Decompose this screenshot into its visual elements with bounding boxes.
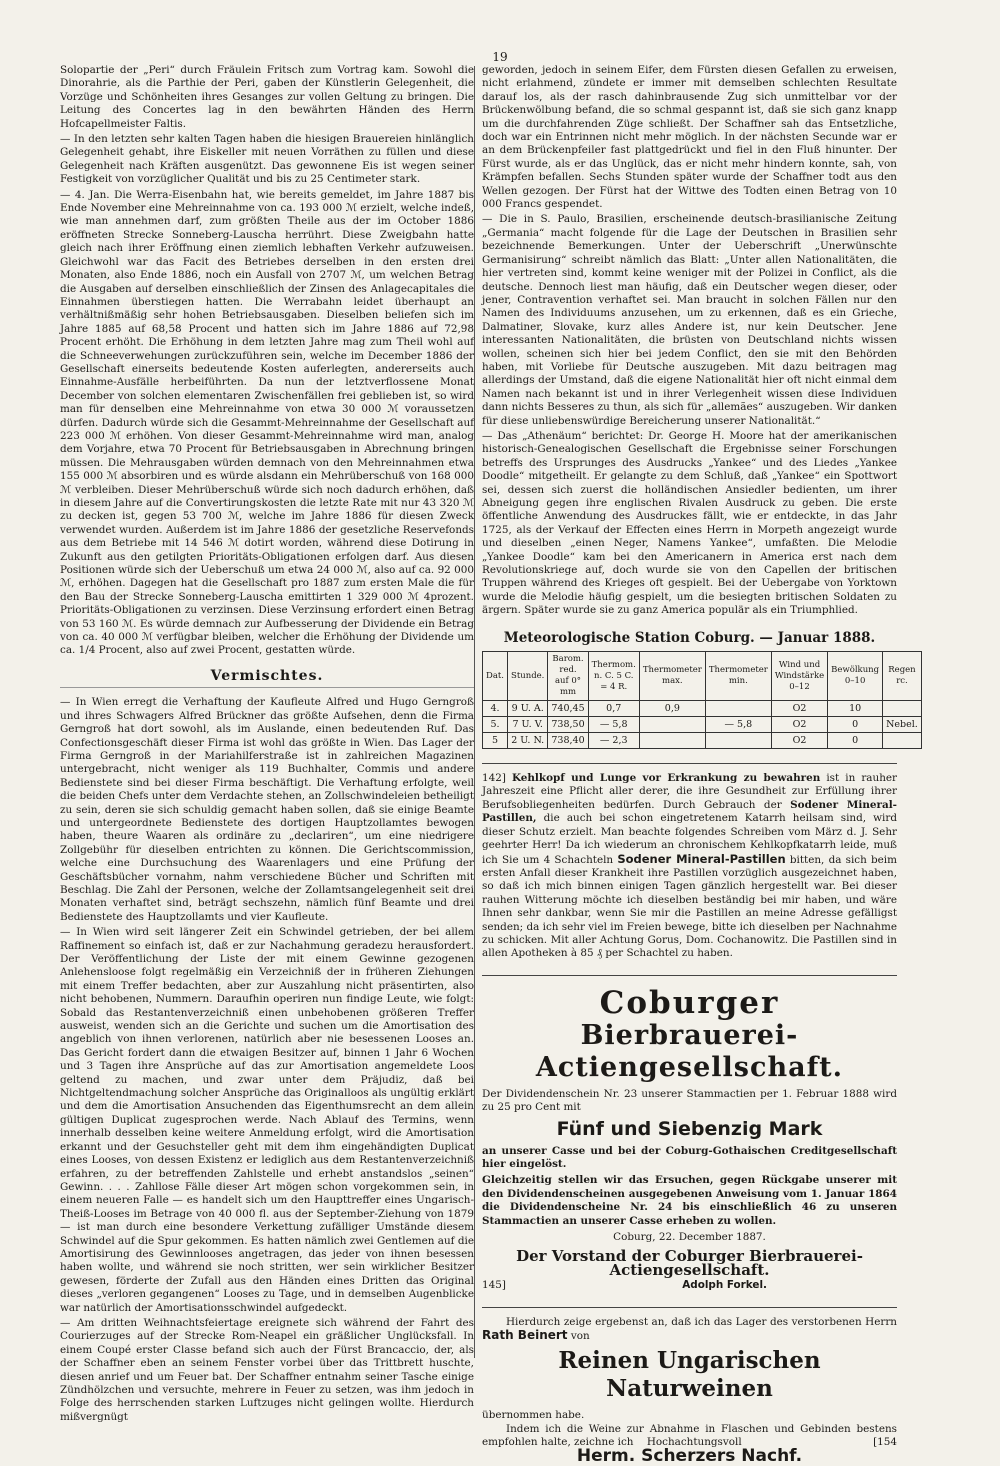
concert-paragraph: Solopartie der „Peri“ durch Fräulein Fritsch zum Vortrag kam. Sowohl die Dinorahrie, als die Parthie der Peri, gaben der Künstlerin Gelegenheit, die Vorzüge und Schönheiten ihres Gesanges zur vollen Geltung zu bringen. Die Leitung des Concertes lag in den bewährten Händen des Herrn Hofcapellmeister Faltis. xyxy=(60,64,474,130)
right-column xyxy=(482,64,918,1466)
ad-number: 142] xyxy=(482,772,506,785)
weather-header-cell: Barom. red. auf 0° mm xyxy=(548,652,588,701)
weather-header-cell: Wind und Windstärke 0–12 xyxy=(771,652,827,701)
ad-date: Coburg, 22. December 1887. xyxy=(613,1231,766,1243)
ad-text: übernommen habe. xyxy=(482,1409,585,1422)
table-cell: 5 xyxy=(483,733,508,749)
wine-firm: Herm. Scherzers Nachf. xyxy=(576,1445,803,1466)
table-row xyxy=(483,701,922,717)
weather-header-cell: Thermom. n. C. 5 C. = 4 R. xyxy=(588,652,639,701)
ad-text: bitten, da sich beim ersten Anfall dieser Krankheit ihre Pastillen vorzüglich ausgezeichnet haben, so daß ich mich binnen einigen Tagen gänzlich hergestellt war. Bei dieser rauhen Witterung möchte ich dieselben beständig bei mir haben, und wäre Ihnen sehr dankbar, wenn Sie mir die Pastillen an meine Adresse gefälligst senden; da ich sehr viel im Freien bewege, bitte ich dieselben per Nachnahme zu schicken. Mit aller Achtung Gorus, Dom. Cochanowitz. Die Pastillen sind in allen Apotheken à 85 ₰ per Schachtel zu haben. xyxy=(482,853,897,960)
table-cell: O2 xyxy=(771,701,827,717)
dividend-amount: Fünf und Siebenzig Mark xyxy=(556,1117,823,1140)
ad-signer: Adolph Forkel. xyxy=(682,1279,767,1292)
weather-header-row xyxy=(483,652,922,701)
weather-header-cell: Stunde. xyxy=(508,652,548,701)
ad-text: die auch bei schon eingetretenem Katarrh heilsam sind, wird dieser Schutz erzielt. Man beachte folgendes Schreiben vom März d. J. Sehr geehrter Herr! Da ich wiederum an chronischem Kehlkopfkatarrh leide, muß ich Sie um 4 Schachteln xyxy=(482,812,897,866)
table-cell: 9 U. A. xyxy=(508,701,548,717)
ad-text: an unserer Casse und bei der Coburg-Gothaischen Creditgesellschaft hier eingelöst. xyxy=(482,1144,897,1170)
table-row xyxy=(483,717,922,733)
table-cell: 2 U. N. xyxy=(508,733,548,749)
ad-text: Der Dividendenschein Nr. 23 unserer Stammactien per 1. Februar 1888 wird zu 25 pro Cent mit xyxy=(482,1087,897,1114)
product-name: Sodener Mineral-Pastillen xyxy=(617,851,786,866)
weather-header-cell: Dat. xyxy=(483,652,508,701)
table-cell xyxy=(705,701,771,717)
ad-headline: Kehlkopf und Lunge vor Erkrankung zu bewahren xyxy=(511,772,821,785)
weather-title: Meteorologische Station Coburg. — Januar 1888. xyxy=(503,629,876,646)
table-row xyxy=(483,733,922,749)
weather-header-cell: Thermometer max. xyxy=(639,652,705,701)
brasil-paragraph: — Die in S. Paulo, Brasilien, erscheinende deutsch-brasilianische Zeitung „Germania“ macht folgende für die Lage der Deutschen in Brasilien sehr bezeichnende Bemerkungen. Unter der Ueberschrift „Unerwünschte Germanisirung“ schreibt nämlich das Blatt: „Unter allen Nationalitäten, die hier vertreten sind, kommt keine weniger mit der Polizei in Conflict, als die deutsche. Dennoch liest man häufig, daß ein Deutscher wegen dieser, oder jener, Contravention verhaftet sei. Man braucht in solchen Fällen nur den Namen des Individuums anzusehen, um zu erkennen, daß es ein Grieche, Dalmatiner, Slovake, kurz alles Andere ist, nur kein Deutscher. Jene interessanten Nationalitäten, die brüsten von Deutschland nichts wissen wollen, scheinen sich hier bei jedem Conflict, den sie mit den Behörden haben, mit Vorliebe für Deutsche auszugeben. Mit dazu beitragen mag allerdings der Umstand, daß die eigene Nationalität hier oft nicht einmal dem Namen nach bekannt ist und in ihrer Verlegenheit wissen diese Individuen dann nichts Besseres zu thun, als sich für „allemães“ auszugeben. Wir danken für diese unliebenswürdige Bereicherung unserer Nationalität.“ xyxy=(482,213,897,427)
wine-advertisement xyxy=(482,1315,897,1466)
ad-title-coburger: Coburger xyxy=(599,984,780,1021)
ad-text: Hierdurch zeige ergebenst an, daß ich das Lager des verstorbenen Herrn xyxy=(506,1315,897,1328)
left-column xyxy=(60,64,474,1424)
table-cell: Nebel. xyxy=(883,717,922,733)
separator xyxy=(482,975,897,976)
table-cell: — 5,8 xyxy=(588,717,639,733)
separator xyxy=(482,763,897,764)
ad-text: Hochachtungsvoll xyxy=(646,1436,742,1449)
wien-swindle-paragraph: — In Wien wird seit längerer Zeit ein Schwindel getrieben, der bei allem Raffinement so einfach ist, daß er zur Nachahmung geradezu herausfordert. Der Veröffentlichung der Liste der mit einem Gewinne gezogenen Anlehensloose folgt regelmäßig ein Verzeichniß der in früheren Ziehungen mit einem Treffer bedachten, aber zur Auszahlung nicht präsentirten, also nicht behobenen, Nummern. Daraufhin operiren nun findige Leute, wie folgt: Sobald das Restantenverzeichniß einen unbehobenen größeren Treffer ausweist, wenden sich an die Gerichte und suchen um die Amortisation des angeblich von ihnen verlorenen, natürlich aber nie besessenen Looses an. Das Gericht fordert dann die etwaigen Besitzer auf, binnen 1 Jahr 6 Wochen und 3 Tagen ihre Ansprüche auf das zur Amortisation angemeldete Loos geltend zu machen, und zwar unter dem Präjudiz, daß bei Nichtgeltendmachung solcher Ansprüche das Originalloos als ungültig erklärt und dem die Amortisation Ansuchenden das Eigenthumsrecht an dem allein gültigen Duplicat zugesprochen werde. Nach Ablauf des Termins, wenn innerhalb desselben keine weitere Anmeldung erfolgt, wird die Amortisation erkannt und der Gesuchsteller geht mit dem ihm eingehändigten Duplicat eines Looses, von dessen Existenz er lediglich aus dem Restantenverzeichniß erfahren, zu der betreffenden Zahlstelle und erhebt anstandslos „seinen“ Gewinn. . . . Zahllose Fälle dieser Art mögen schon vorgekommen sein, in einem neueren Falle — es handelt sich um den Haupttreffer eines Ungarisch-Theiß-Looses im Betrage von 40 000 fl. aus der September-Ziehung von 1879 — ist man durch eine besondere Verkettung zufälliger Umstände diesem Schwindel auf die Spur gekommen. Es hatten nämlich zwei Gentlemen auf die Amortisirung des Gewinnlooses angetragen, das jeder von ihnen besessen haben wollte, und während sie noch stritten, wer sein wirklicher Besitzer gewesen, förderte der Zufall aus den Händen eines Dritten das Original dieses „verloren gegangenen“ Looses zu Tage, und in demselben Augenblicke war natürlich der Amortisationsschwindel aufgedeckt. xyxy=(60,926,474,1314)
table-cell: 7 U. V. xyxy=(508,717,548,733)
product-name: Sodener Mineral-Pastillen, xyxy=(482,798,897,825)
weather-header-cell: Bewölkung 0–10 xyxy=(828,652,883,701)
ad-text: Indem ich die Weine zur Abnahme in Flaschen und Gebinden bestens empfohlen halte, zeichne ich xyxy=(482,1422,897,1449)
table-cell: 0,7 xyxy=(588,701,639,717)
page-number: 19 xyxy=(492,50,508,64)
table-cell: O2 xyxy=(771,733,827,749)
table-cell: O2 xyxy=(771,717,827,733)
table-cell: 0 xyxy=(828,733,883,749)
accident-continuation: geworden, jedoch in seinem Eifer, dem Fürsten diesen Gefallen zu erweisen, nicht erlahmend, zündete er immer mit demselben schlechten Resultate darauf los, als der rasch dahinbrausende Zug sich unmittelbar vor der Brückenwölbung befand, die so schmal gespannt ist, daß sie sich ganz knapp um die durchfahrenden Züge schließt. Der Schaffner sah das Entsetzliche, doch war ein Entrinnen nicht mehr möglich. In der nächsten Secunde war er an dem Brückenpfeiler fast plattgedrückt und fiel in den Fluß hinunter. Der Fürst wurde, als er das Unglück, das er nicht mehr hindern konnte, sah, von Krämpfen befallen. Sechs Stunden später wurde der Schaffner todt aus den Wellen gezogen. Der Fürst hat der Wittwe des Todten einen Betrag von 10 000 Francs gespendet. xyxy=(482,64,897,211)
ad-text: Gleichzeitig stellen wir das Ersuchen, gegen Rückgabe unserer mit den Dividendenscheinen ausgegebenen Anweisung vom 1. Januar 1864 die Dividendenscheine Nr. 24 bis einschließlich 46 zu unseren Stammactien an unserer Casse erheben zu wollen. xyxy=(482,1174,897,1227)
ad-signature-board: Der Vorstand der Coburger Bierbrauerei-Actiengesellschaft. xyxy=(516,1247,863,1279)
weather-table xyxy=(482,651,922,749)
wine-title: Reinen Ungarischen Naturweinen xyxy=(558,1347,821,1403)
table-cell xyxy=(883,701,922,717)
ad-text: von xyxy=(570,1330,590,1343)
table-cell: 738,40 xyxy=(548,733,588,749)
werra-paragraph: — 4. Jan. Die Werra-Eisenbahn hat, wie bereits gemeldet, im Jahre 1887 bis Ende November eine Mehreinnahme von ca. 193 000 ℳ erzielt, welche indeß, wie man annehmen darf, zum größten Theile aus der im October 1886 eröffneten Strecke Sonneberg-Lauscha herrührt. Diese Zweigbahn hatte gleich nach ihrer Eröffnung einen ziemlich lebhaften Verkehr aufzuweisen. Gleichwohl war das Facit des Betriebes derselben in den ersten drei Monaten, also Ende 1886, noch ein Ausfall von 2707 ℳ, um welchen Betrag die Ausgaben auf derselben einschließlich der Zinsen des Anlagecapitales die Einnahmen überstiegen hatten. Die Werrabahn leidet überhaupt an verhältnißmäßig sehr hohen Betriebsausgaben. Dieselben beliefen sich im Jahre 1885 auf 68,58 Procent und hatten sich im Jahre 1886 auf 72,98 Procent erhöht. Die Erhöhung in dem letzten Jahre mag zum Theil wohl auf die Schneeverwehungen zurückzuführen sein, welche im December 1886 der Gesellschaft einerseits bedeutende Kosten auferlegten, andererseits auch Einnahme-Ausfälle herbeiführten. Da nun der letztverflossene Monat December von solchen elementaren Zwischenfällen frei geblieben ist, so wird man für denselben eine Mehreinnahme von etwa 30 000 ℳ voraussetzen dürfen. Dadurch würde sich die Gesammt-Mehreinnahme der Gesellschaft auf 223 000 ℳ erhöhen. Von dieser Gesammt-Mehreinnahme wird man, analog dem Vorjahre, etwa 70 Procent für Betriebsausgaben in Abrechnung bringen müssen. Die Mehrausgaben würden demnach von den Mehreinnahmen etwa 155 000 ℳ absorbiren und es würde alsdann ein Mehrüberschuß von 168 000 ℳ verbleiben. Dieser Mehrüberschuß würde sich noch dadurch erhöhen, daß in diesem Jahre auf die Convertirungskosten die letzte Rate mit nur 43 320 ℳ zu decken ist, gegen 53 700 ℳ, welche im Jahre 1886 für diesen Zweck verwendet wurden. Außerdem ist im Jahre 1886 der gesetzliche Reservefonds aus dem Betriebe mit 14 546 ℳ dotirt worden, während diese Dotirung in Zukunft aus den getilgten Prioritäts-Obligationen erfolgen darf. Aus diesen Positionen würde sich der Ueberschuß um etwa 24 000 ℳ, also auf ca. 92 000 ℳ, erhöhen. Dagegen hat die Gesellschaft pro 1887 zum ersten Male die für den Bau der Strecke Sonneberg-Lauscha emittirten 1 329 000 ℳ 4prozent. Prioritäts-Obligationen zu verzinsen. Diese Verzinsung erfordert einen Betrag von 53 160 ℳ. Es würde demnach zur Aufbesserung der Dividende ein Betrag von ca. 40 000 ℳ verfügbar bleiben, welcher die Erhöhung der Dividende um ca. 1/4 Procent, also auf zwei Procent, gestatten würde. xyxy=(60,188,474,657)
ad-number: [154 xyxy=(873,1435,897,1448)
ad-number: 145] xyxy=(482,1279,506,1292)
section-title: Vermischtes. xyxy=(60,670,474,688)
table-cell: 5. xyxy=(483,717,508,733)
table-cell xyxy=(705,733,771,749)
ad-text: ist in rauher Jahreszeit eine Pflicht aller derer, die ihre Gesundheit zur Erfüllung ihrer Berufsobliegenheiten bedürfen. Durch Gebrauch der xyxy=(482,772,897,811)
wine-former-owner: Rath Beinert xyxy=(482,1328,568,1343)
ice-paragraph: — In den letzten sehr kalten Tagen haben die hiesigen Brauereien hinlänglich Gelegenheit gehabt, ihre Eiskeller mit neuen Vorräthen zu füllen und diese Gelegenheit nach Kräften ausgenützt. Das gewonnene Eis ist wegen seiner Festigkeit von vorzüglicher Qualität und bis zu 25 Centimeter stark. xyxy=(60,133,474,186)
separator xyxy=(482,1307,897,1308)
table-cell: 10 xyxy=(828,701,883,717)
weather-header-cell: Thermometer min. xyxy=(705,652,771,701)
table-cell: 740,45 xyxy=(548,701,588,717)
table-cell xyxy=(639,733,705,749)
wien-arrest-paragraph: — In Wien erregt die Verhaftung der Kaufleute Alfred und Hugo Gerngroß und ihres Schwagers Alfred Brückner das größte Aufsehen, denn die Firma Gerngroß hat dort sowohl, als im Auslande, einen bedeutenden Ruf. Das Confectionsgeschäft dieser Firma ist wohl das größte in Wien. Das Lager der Firma Gerngroß in der Mariahilferstraße ist in zahlreichen Magazinen untergebracht, nicht weniger als 119 Buchhalter, Commis und andere Bedienstete sind bei dieser Firma beschäftigt. Die Verhaftung erfolgte, weil die beiden Chefs unter dem Verdachte stehen, an Zollschwindeleien betheiligt zu sein, deren sie sich schuldig gemacht haben sollen, daß sie einige Beamte und untergeordnete Bedienstete des dortigen Hauptzollamtes bewogen haben, theure Waaren als ordinäre zu „declariren“, um eine niedrigere Zollgebühr für dieselben entrichten zu können. Die Gerichtscommission, welche eine Durchsuchung des Waarenlagers und eine Prüfung der Geschäftsbücher vornahm, nahm verschiedene Bücher und Schriften mit Beschlag. Die Zahl der Personen, welche der Zollamtsangelegenheit seit drei Monaten verhaftet sind, beträgt sechszehn, nämlich fünf Beamte und drei Bedienstete des Hauptzollamts und vier Kaufleute. xyxy=(60,696,474,923)
athenaeum-paragraph: — Das „Athenäum“ berichtet: Dr. George H. Moore hat der amerikanischen historisch-Genealogischen Gesellschaft die Ergebnisse seiner Forschungen betreffs des Ursprunges des Ausdrucks „Yankee“ und des Liedes „Yankee Doodle“ mitgetheilt. Er gelangte zu dem Schluß, daß „Yankee“ ein Spottwort sei, dessen sich zuerst die holländischen Ansiedler bedienten, um ihrer Abneigung gegen ihre englischen Rivalen Ausdruck zu geben. Die erste öffentliche Anwendung des Ausdruckes fällt, wie er entdeckte, in das Jahr 1725, als der Verkauf der Effecten eines Herrn in Morpeth angezeigt wurde und dieselben „einen Neger, Namens Yankee“, umfaßten. Die Melodie „Yankee Doodle“ kam bei den Americanern in America erst nach dem Revolutionskriege auf, doch wurde sie von den Capellen der britischen Truppen während des Krieges oft gespielt. Bei der Uebergabe von Yorktown wurde die Melodie häufig gespielt, um die besiegten britischen Soldaten zu ärgern. Später wurde sie zu ganz America populär als ein Triumphlied. xyxy=(482,429,897,617)
table-cell: 4. xyxy=(483,701,508,717)
ad-title-company: Bierbrauerei-Actiengesellschaft. xyxy=(535,1019,844,1083)
table-cell: — 2,3 xyxy=(588,733,639,749)
brauerei-advertisement xyxy=(482,986,897,1293)
table-cell xyxy=(883,733,922,749)
table-cell: 738,50 xyxy=(548,717,588,733)
weather-header-cell: Regen rc. xyxy=(883,652,922,701)
courier-paragraph: — Am dritten Weihnachtsfeiertage ereignete sich während der Fahrt des Courierzuges auf der Strecke Rom-Neapel ein gräßlicher Unglücksfall. In einem Coupé erster Classe befand sich auch der Fürst Brancaccio, der, als der Schaffner eben an seinem Fenster vorbei über das Trittbrett huschte, diesen anrief und um Feuer bat. Der Schaffner entnahm seiner Tasche einige Zündhölzchen und versuchte, mehrere in Feuer zu setzen, was ihm jedoch in Folge des herrschenden starken Luftzuges nicht gelingen wollte. Hierdurch mißvergnügt xyxy=(60,1316,474,1423)
soden-advertisement xyxy=(482,772,897,961)
table-cell xyxy=(639,717,705,733)
table-cell: 0 xyxy=(828,717,883,733)
table-cell: — 5,8 xyxy=(705,717,771,733)
column-divider xyxy=(474,66,475,1358)
table-cell: 0,9 xyxy=(639,701,705,717)
